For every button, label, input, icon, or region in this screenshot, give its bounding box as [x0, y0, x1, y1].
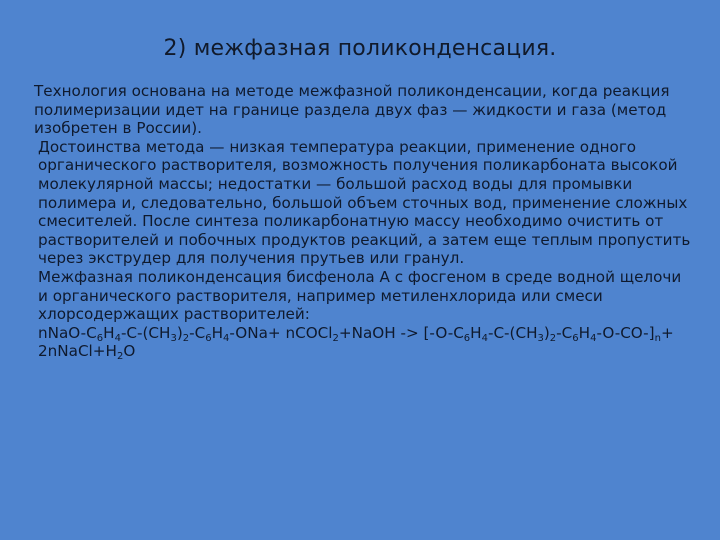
equation-subscript: 2 — [332, 332, 339, 344]
equation-subscript: 6 — [572, 332, 579, 344]
equation-text: -ONa+ nCOCl — [229, 323, 333, 342]
equation-subscript: 3 — [537, 332, 544, 344]
reaction-equation — [34, 324, 694, 361]
equation-subscript: 4 — [114, 332, 121, 344]
equation-subscript: 4 — [481, 332, 488, 344]
equation-subscript: 6 — [205, 332, 212, 344]
equation-subscript: 4 — [223, 332, 230, 344]
paragraph-reaction-description: Межфазная поликонденсация бисфенола А с фосгеном в среде водной щелочи и органического растворителя, например метиленхлорида или смеси хлорсодержащих растворителей: — [38, 267, 682, 324]
equation-subscript: 6 — [463, 332, 471, 344]
equation-text: H — [470, 323, 482, 342]
equation-text: -C-(CH — [487, 323, 538, 342]
equation-text: H — [578, 323, 591, 342]
paragraph-technology: Технология основана на методе межфазной поликонденсации, когда реакция полимеризации идет на границе раздела двух фаз — жидкости и газа (метод изобретен в России). — [34, 82, 670, 138]
equation-subscript: 2 — [182, 332, 190, 344]
equation-text: nNaO-C — [38, 323, 97, 342]
equation-text: ) — [543, 323, 550, 342]
equation-text: -C-(CH — [120, 323, 171, 342]
equation-text: ) — [176, 323, 183, 342]
equation-subscript: 2 — [116, 351, 124, 363]
equation-text: H — [103, 323, 115, 342]
equation-text: H — [211, 323, 224, 342]
equation-subscript: 2 — [549, 332, 557, 344]
equation-text: O — [123, 342, 136, 361]
equation-text: -O-CO-] — [596, 323, 655, 342]
equation-text: +NaOH -> [-O-C — [338, 323, 464, 342]
equation-subscript: 3 — [170, 332, 177, 344]
paragraph-advantages: Достоинства метода — низкая температура реакции, применение одного органического растворителя, возможность получения поликарбоната высокой молекулярной массы; недостатки — большой расход воды для промывки полимера и, следовательно, большой объем сточных вод, применение сложных смесителей. После синтеза поликарбонатную массу необходимо очистить от растворителей и побочных продуктов реакций, а затем еще теплым пропустить через экструдер для получения прутьев или гранул. — [38, 137, 691, 268]
slide-body — [34, 82, 694, 361]
equation-text: -C — [189, 323, 206, 342]
equation-subscript: 6 — [96, 332, 104, 344]
slide-title: 2) межфазная поликонденсация. — [163, 36, 557, 61]
equation-text: -C — [556, 323, 573, 342]
equation-subscript: 4 — [590, 332, 597, 344]
equation-text: + 2nNaCl+H — [38, 323, 674, 361]
equation-subscript: n — [654, 332, 661, 344]
